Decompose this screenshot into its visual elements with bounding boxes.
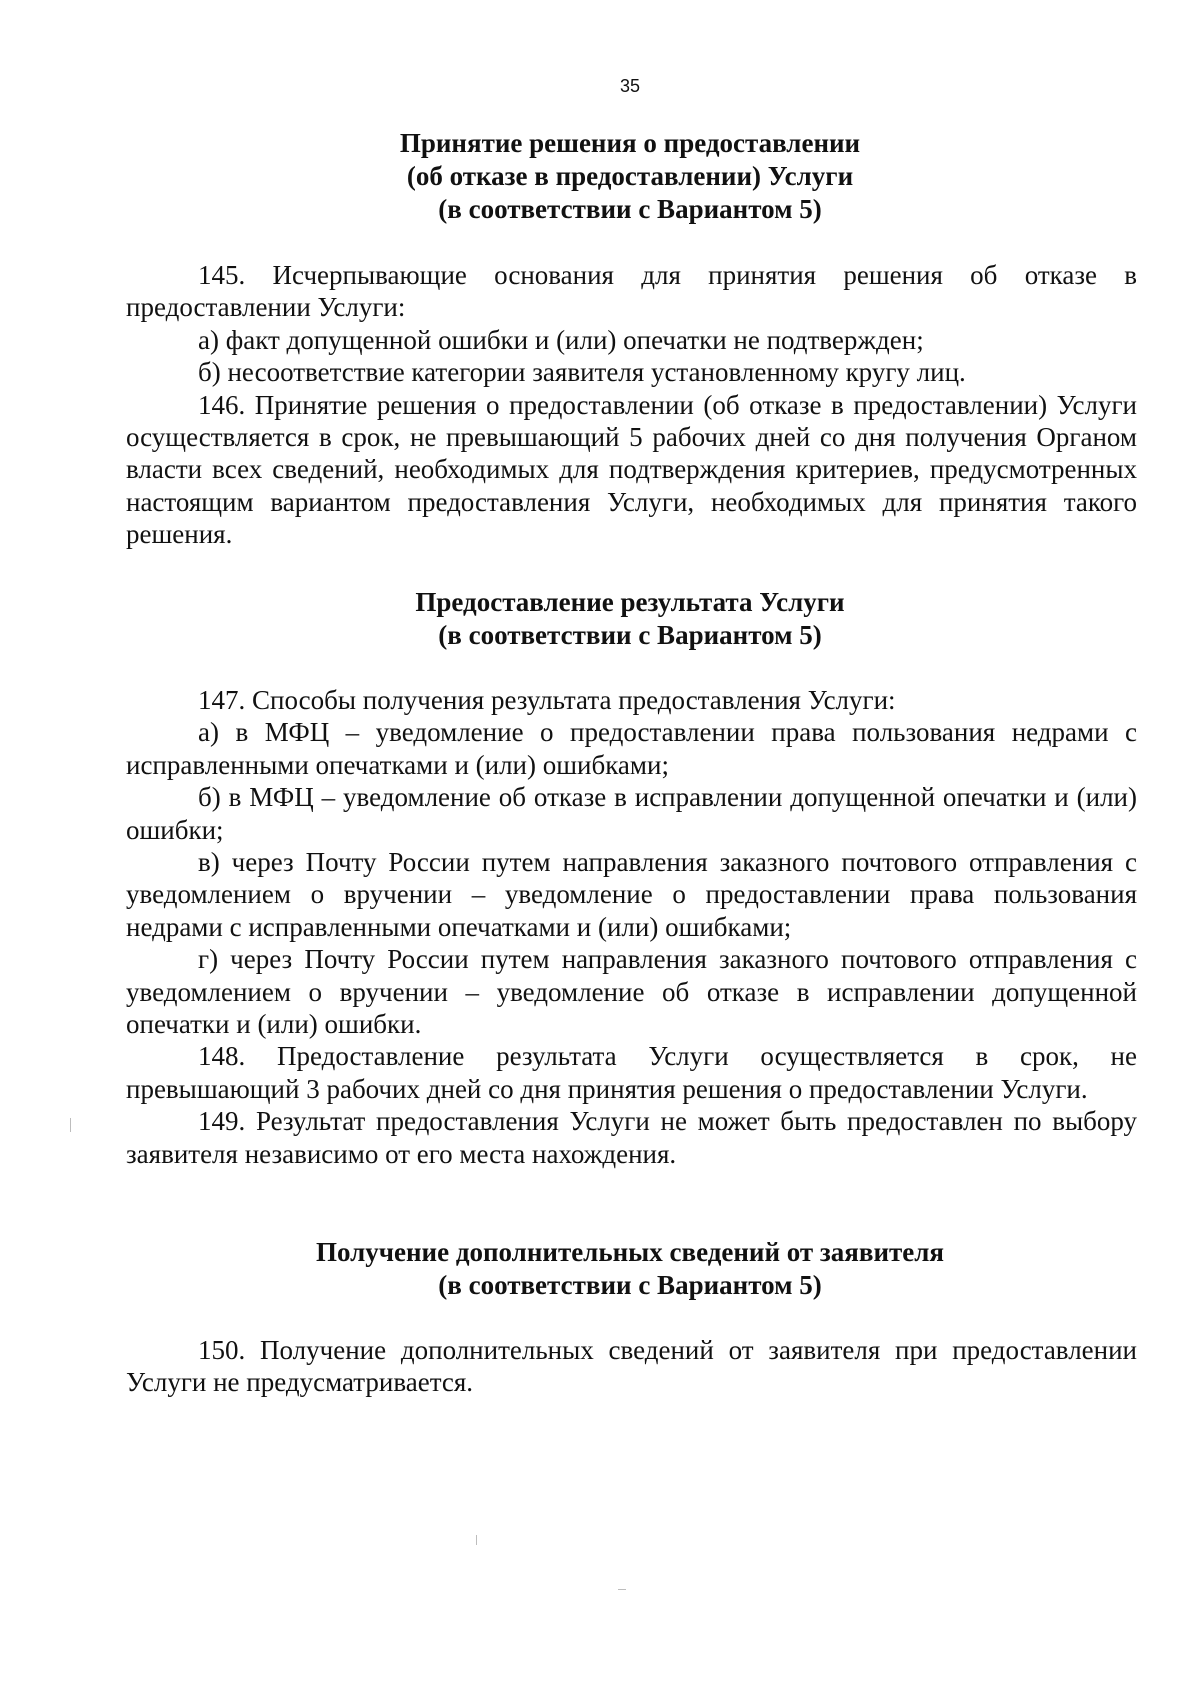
- list-item-a: а) в МФЦ – уведомление о предоставлении права пользования недрами с исправленными опечатками и (или) ошибками;: [126, 717, 1137, 780]
- scan-mark: [476, 1535, 477, 1545]
- heading-line: Принятие решения о предоставлении: [399, 128, 861, 158]
- section-body-result: [126, 684, 1137, 1170]
- paragraph-145: 145. Исчерпывающие основания для принятия решения об отказе в предоставлении Услуги:: [126, 260, 1137, 323]
- section-body-additional-info: [126, 1334, 1137, 1399]
- list-item-b: б) в МФЦ – уведомление об отказе в исправлении допущенной опечатки и (или) ошибки;: [126, 782, 1137, 845]
- paragraph-149: 149. Результат предоставления Услуги не может быть предоставлен по выбору заявителя независимо от его места нахождения.: [126, 1106, 1137, 1169]
- heading-line: Получение дополнительных сведений от заявителя: [315, 1237, 945, 1267]
- heading-line: Предоставление результата Услуги: [415, 587, 845, 617]
- section-heading-result: [0, 586, 1200, 652]
- paragraph-150: 150. Получение дополнительных сведений от заявителя при предоставлении Услуги не предусматривается.: [126, 1335, 1137, 1398]
- scan-mark: [618, 1589, 626, 1590]
- list-item-v: в) через Почту России путем направления заказного почтового отправления с уведомлением о вручении – уведомление о предоставлении права пользования недрами с исправленными опечатками и (или) ошибками;: [126, 847, 1137, 942]
- section-heading-decision: [0, 127, 1200, 226]
- scan-mark: [70, 1118, 71, 1132]
- paragraph-147: 147. Способы получения результата предоставления Услуги:: [198, 685, 896, 715]
- heading-line: (в соответствии с Вариантом 5): [438, 194, 822, 224]
- page-number: 35: [619, 76, 641, 96]
- list-item-a: а) факт допущенной ошибки и (или) опечатки не подтвержден;: [198, 324, 924, 355]
- list-item-b: б) несоответствие категории заявителя установленному кругу лиц.: [198, 357, 966, 388]
- heading-line: (в соответствии с Вариантом 5): [438, 1270, 822, 1300]
- heading-line: (об отказе в предоставлении) Услуги: [406, 161, 854, 191]
- list-item-g: г) через Почту России путем направления заказного почтового отправления с уведомлением о вручении – уведомление об отказе в исправлении допущенной опечатки и (или) ошибки.: [126, 944, 1137, 1040]
- section-body-decision: [126, 259, 1137, 551]
- paragraph-148: 148. Предоставление результата Услуги осуществляется в срок, не превышающий 3 рабочих дней со дня принятия решения о предоставлении Услуги.: [126, 1041, 1137, 1104]
- paragraph-146: 146. Принятие решения о предоставлении (об отказе в предоставлении) Услуги осуществляется в срок, не превышающий 5 рабочих дней со дня получения Органом власти всех сведений, необходимых для подтверждения критериев, предусмотренных настоящим вариантом предоставления Услуги, необходимых для принятия такого решения.: [126, 389, 1137, 550]
- heading-line: (в соответствии с Вариантом 5): [438, 620, 822, 650]
- section-heading-additional-info: [0, 1236, 1200, 1302]
